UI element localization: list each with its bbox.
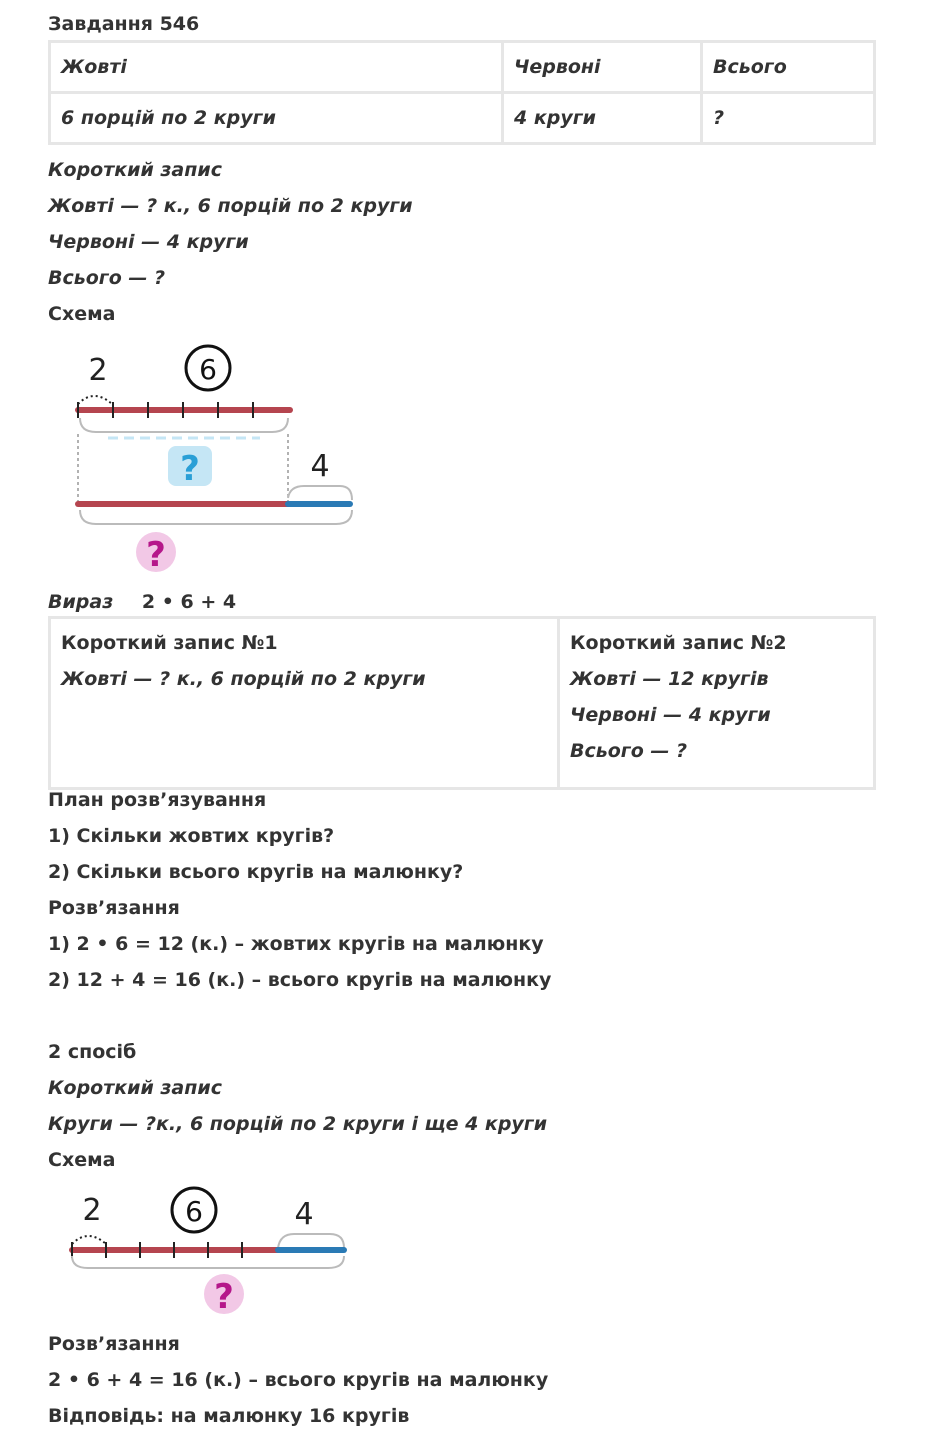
short-note-2-cell — [559, 618, 875, 789]
task-title: Завдання 546 — [48, 13, 200, 35]
table-row — [50, 42, 875, 93]
short-note-2-title: Короткий запис №2 — [570, 632, 787, 654]
short-note-label: Короткий запис — [48, 159, 222, 181]
portion-arc — [72, 1236, 106, 1244]
red-count-label: 4 — [310, 449, 330, 484]
cell-yellow: 6 порцій по 2 круги — [50, 93, 503, 144]
table-row — [50, 93, 875, 144]
short-note-1-cell — [50, 618, 559, 789]
solution2: 2 • 6 + 4 = 16 (к.) – всього кругів на малюнку — [48, 1369, 549, 1391]
header-total: Всього — [702, 42, 875, 93]
answer: Відповідь: на малюнку 16 кругів — [48, 1405, 410, 1427]
cell-total: ? — [702, 93, 875, 144]
solution-step-1: 1) 2 • 6 = 12 (к.) – жовтих кругів на малюнку — [48, 933, 544, 955]
method2-label: 2 спосіб — [48, 1041, 137, 1063]
scheme-label: Схема — [48, 303, 116, 325]
short-note-line-3: Всього — ? — [48, 267, 166, 289]
header-yellow: Жовті — [50, 42, 503, 93]
expression: 2 • 6 + 4 — [141, 591, 237, 613]
short-notes-table — [48, 616, 876, 790]
condition-table — [48, 40, 876, 145]
header-red: Червоні — [503, 42, 702, 93]
solution2-label: Розв’язання — [48, 1333, 180, 1355]
count-label: 6 — [185, 1195, 203, 1228]
short-note-line-2: Червоні — 4 круги — [48, 231, 249, 253]
portion-arc — [78, 396, 112, 404]
short-note2-label: Короткий запис — [48, 1077, 222, 1099]
portion-label: 2 — [88, 353, 108, 388]
plan-label: План розв’язування — [48, 789, 267, 811]
red-brace — [288, 486, 352, 500]
scheme2-label: Схема — [48, 1149, 116, 1171]
question-pink: ? — [146, 535, 166, 575]
count-label: 6 — [199, 353, 217, 386]
short-note2-line: Круги — ?к., 6 порцій по 2 круги і ще 4 круги — [48, 1113, 548, 1135]
red-brace — [278, 1234, 344, 1248]
short-note-1-line: Жовті — ? к., 6 порцій по 2 круги — [61, 668, 426, 690]
cell-red: 4 круги — [503, 93, 702, 144]
red-count-label: 4 — [294, 1197, 314, 1232]
short-note-2-line-3: Всього — ? — [570, 740, 688, 762]
question-pink: ? — [214, 1277, 234, 1317]
short-note-2-line-1: Жовті — 12 кругів — [570, 668, 769, 690]
solution-label: Розв’язання — [48, 897, 180, 919]
expression-row — [48, 590, 236, 614]
expression-label: Вираз — [48, 591, 114, 613]
solution-step-2: 2) 12 + 4 = 16 (к.) – всього кругів на малюнку — [48, 969, 552, 991]
plan-step-2: 2) Скільки всього кругів на малюнку? — [48, 861, 464, 883]
short-note-2-line-2: Червоні — 4 круги — [570, 704, 771, 726]
portion-label: 2 — [82, 1193, 102, 1228]
top-brace — [80, 418, 288, 432]
question-blue: ? — [180, 449, 200, 489]
table-row — [50, 618, 875, 789]
scheme-diagram-1 — [60, 338, 370, 578]
bottom-brace — [80, 510, 352, 524]
plan-step-1: 1) Скільки жовтих кругів? — [48, 825, 335, 847]
scheme-diagram-2 — [60, 1184, 360, 1319]
short-note-1-title: Короткий запис №1 — [61, 632, 278, 654]
short-note-line-1: Жовті — ? к., 6 порцій по 2 круги — [48, 195, 413, 217]
